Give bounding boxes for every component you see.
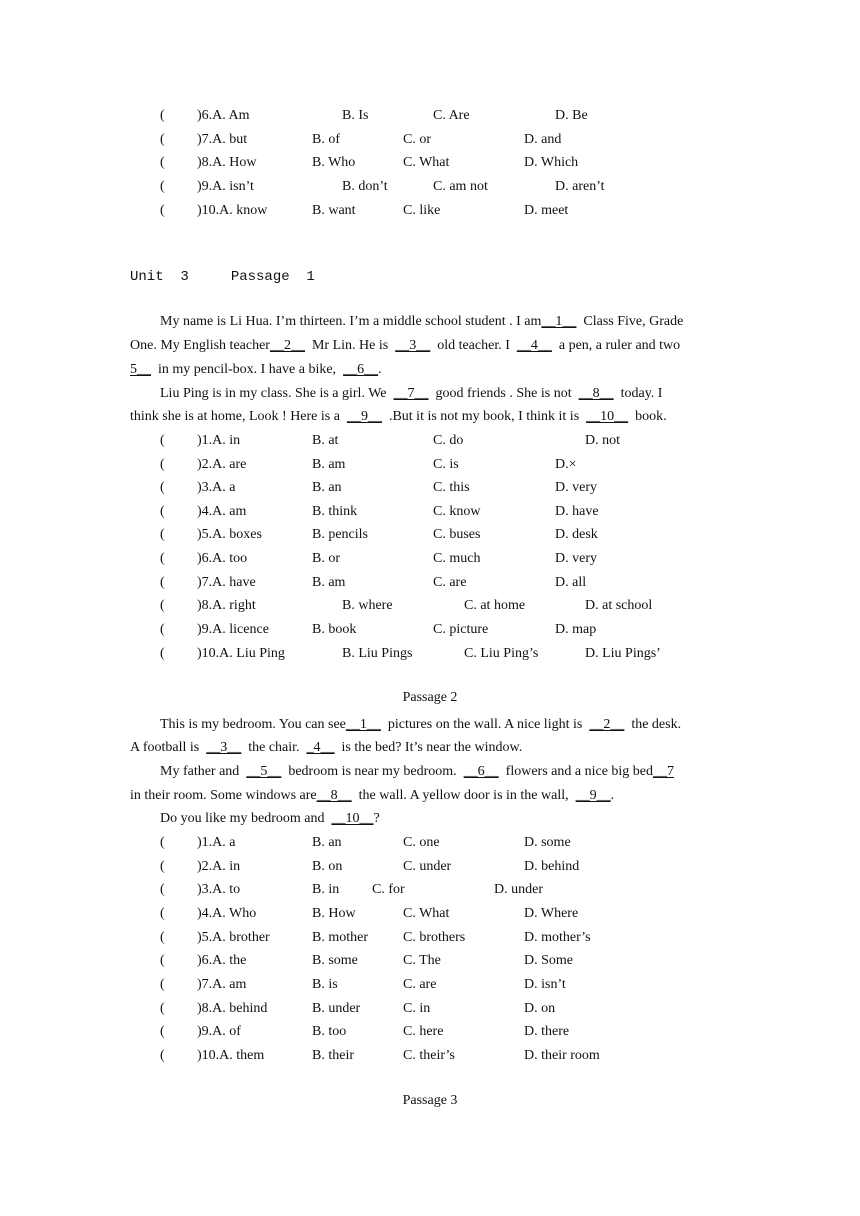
answer-bracket: (: [160, 527, 165, 542]
option-c: C. their’s: [403, 1048, 455, 1063]
blank: __10__: [586, 409, 629, 424]
option-a: )5.A. boxes: [197, 527, 262, 542]
option-a: )2.A. are: [197, 457, 247, 472]
option-b: B. Liu Pings: [342, 646, 413, 661]
option-d: D. isn’t: [524, 977, 566, 992]
question-row: [0, 200, 860, 222]
passage-line: Do you like my bedroom and __10__?: [160, 811, 380, 826]
option-b: B. want: [312, 203, 356, 218]
option-c: C. am not: [433, 179, 488, 194]
option-d: D. all: [555, 575, 587, 590]
answer-bracket: (: [160, 622, 165, 637]
option-d: D. very: [555, 551, 597, 566]
option-b: B. at: [312, 433, 339, 448]
option-c: C. are: [433, 575, 467, 590]
option-a: )7.A. am: [197, 977, 247, 992]
passage-line: One. My English teacher__2__ Mr Lin. He is __3__ old teacher. I __4__ a pen, a ruler and two: [130, 338, 681, 353]
option-b: B. pencils: [312, 527, 368, 542]
blank: __2__: [589, 717, 625, 732]
option-b: B. their: [312, 1048, 354, 1063]
passage-line: 5__ in my pencil-box. I have a bike, __6__.: [130, 362, 382, 377]
option-b: B. an: [312, 835, 342, 850]
answer-bracket: (: [160, 646, 165, 661]
question-row: [0, 974, 860, 996]
blank: __10__: [331, 811, 374, 826]
question-row: [0, 1045, 860, 1067]
option-c: C. is: [433, 457, 459, 472]
option-b: B. in: [312, 882, 340, 897]
option-a: )6.A. the: [197, 953, 247, 968]
blank: _4__: [306, 740, 335, 755]
option-c: C. in: [403, 1001, 431, 1016]
question-row: [0, 454, 860, 476]
blank: __7: [653, 764, 675, 779]
answer-bracket: (: [160, 930, 165, 945]
blank: __2__: [269, 338, 305, 353]
answer-bracket: (: [160, 882, 165, 897]
question-row: [0, 595, 860, 617]
option-d: D. aren’t: [555, 179, 605, 194]
blank: __4__: [516, 338, 552, 353]
option-a: )6.A. too: [197, 551, 248, 566]
question-row: [0, 1021, 860, 1043]
option-c: C. under: [403, 859, 452, 874]
option-d: D. very: [555, 480, 597, 495]
option-b: B. on: [312, 859, 343, 874]
answer-bracket: (: [160, 835, 165, 850]
option-d: D. Be: [555, 108, 588, 123]
option-d: D. under: [494, 882, 543, 897]
blank: __8__: [316, 788, 352, 803]
option-b: B. book: [312, 622, 357, 637]
option-d: D. their room: [524, 1048, 600, 1063]
blank: __3__: [206, 740, 242, 755]
option-d: D. meet: [524, 203, 569, 218]
option-c: C. brothers: [403, 930, 466, 945]
answer-bracket: (: [160, 457, 165, 472]
option-b: B. an: [312, 480, 342, 495]
option-d: D.×: [555, 457, 577, 472]
option-b: B. under: [312, 1001, 361, 1016]
option-d: D. at school: [585, 598, 653, 613]
question-row: [0, 129, 860, 151]
answer-bracket: (: [160, 203, 165, 218]
option-b: B. some: [312, 953, 358, 968]
passage-line: This is my bedroom. You can see__1__ pictures on the wall. A nice light is __2__ the desk.: [160, 717, 682, 732]
option-a: )1.A. in: [197, 433, 241, 448]
option-c: C. The: [403, 953, 441, 968]
option-d: D. Liu Pings’: [585, 646, 661, 661]
question-row: [0, 176, 860, 198]
passage-line: My name is Li Hua. I’m thirteen. I’m a middle school student . I am__1__ Class Five, Grade: [160, 314, 684, 329]
option-c: C. here: [403, 1024, 444, 1039]
option-a: )8.A. How: [197, 155, 257, 170]
option-b: B. Who: [312, 155, 356, 170]
blank: __3__: [395, 338, 431, 353]
blank: __6__: [343, 362, 379, 377]
option-d: D. mother’s: [524, 930, 591, 945]
question-row: [0, 572, 860, 594]
option-a: )4.A. am: [197, 504, 247, 519]
question-row: [0, 832, 860, 854]
option-c: C. this: [433, 480, 470, 495]
question-row: [0, 643, 860, 665]
question-row: [0, 501, 860, 523]
option-c: C. buses: [433, 527, 481, 542]
option-d: D. behind: [524, 859, 580, 874]
option-d: D. there: [524, 1024, 570, 1039]
option-a: )7.A. have: [197, 575, 256, 590]
question-row: [0, 998, 860, 1020]
option-b: B. of: [312, 132, 340, 147]
passage-line: in their room. Some windows are__8__ the wall. A yellow door is in the wall, __9__.: [130, 788, 615, 803]
option-d: D. and: [524, 132, 562, 147]
option-c: C. Are: [433, 108, 470, 123]
question-row: [0, 548, 860, 570]
unit-heading: Unit 3 Passage 1: [130, 269, 315, 285]
blank: 5__: [130, 362, 151, 377]
option-b: B. where: [342, 598, 393, 613]
passage-line: Liu Ping is in my class. She is a girl. We __7__ good friends . She is not __8__ today. I: [160, 386, 663, 401]
option-b: B. mother: [312, 930, 368, 945]
option-a: )7.A. but: [197, 132, 248, 147]
option-d: D. on: [524, 1001, 556, 1016]
option-a: )2.A. in: [197, 859, 241, 874]
question-row: [0, 903, 860, 925]
answer-bracket: (: [160, 598, 165, 613]
option-c: C. Liu Ping’s: [464, 646, 539, 661]
option-b: B. How: [312, 906, 356, 921]
answer-bracket: (: [160, 1048, 165, 1063]
option-c: C. are: [403, 977, 437, 992]
option-d: D. Some: [524, 953, 573, 968]
option-c: C. picture: [433, 622, 489, 637]
option-d: D. some: [524, 835, 571, 850]
answer-bracket: (: [160, 179, 165, 194]
question-row: [0, 152, 860, 174]
option-a: )1.A. a: [197, 835, 236, 850]
answer-bracket: (: [160, 953, 165, 968]
option-a: )5.A. brother: [197, 930, 270, 945]
option-a: )10.A. Liu Ping: [197, 646, 285, 661]
answer-bracket: (: [160, 859, 165, 874]
option-c: C. do: [433, 433, 464, 448]
option-d: D. map: [555, 622, 597, 637]
option-b: B. am: [312, 575, 346, 590]
option-d: D. not: [585, 433, 620, 448]
option-c: C. much: [433, 551, 481, 566]
answer-bracket: (: [160, 551, 165, 566]
blank: __8__: [578, 386, 614, 401]
answer-bracket: (: [160, 504, 165, 519]
option-c: C. for: [372, 882, 405, 897]
blank: __7__: [393, 386, 429, 401]
answer-bracket: (: [160, 132, 165, 147]
option-d: D. Where: [524, 906, 579, 921]
blank: __1__: [541, 314, 577, 329]
question-row: [0, 950, 860, 972]
answer-bracket: (: [160, 1001, 165, 1016]
option-a: )3.A. a: [197, 480, 236, 495]
option-c: C. at home: [464, 598, 526, 613]
option-a: )10.A. them: [197, 1048, 265, 1063]
option-c: C. know: [433, 504, 481, 519]
question-row: [0, 927, 860, 949]
option-d: D. have: [555, 504, 599, 519]
passage-line: My father and __5__ bedroom is near my bedroom. __6__ flowers and a nice big bed__7: [160, 764, 675, 779]
answer-bracket: (: [160, 480, 165, 495]
passage-line: A football is __3__ the chair. _4__ is the bed? It’s near the window.: [130, 740, 523, 755]
blank: __1__: [345, 717, 381, 732]
blank: __5__: [246, 764, 282, 779]
option-a: )9.A. of: [197, 1024, 241, 1039]
option-a: )9.A. isn’t: [197, 179, 254, 194]
option-d: D. desk: [555, 527, 598, 542]
question-row: [0, 477, 860, 499]
question-row: [0, 879, 860, 901]
passage3-title: Passage 3: [402, 1093, 458, 1108]
blank: __6__: [463, 764, 499, 779]
option-d: D. Which: [524, 155, 579, 170]
option-a: )8.A. right: [197, 598, 256, 613]
answer-bracket: (: [160, 906, 165, 921]
option-a: )6.A. Am: [197, 108, 250, 123]
option-a: )10.A. know: [197, 203, 268, 218]
answer-bracket: (: [160, 977, 165, 992]
option-c: C. like: [403, 203, 441, 218]
option-a: )9.A. licence: [197, 622, 269, 637]
answer-bracket: (: [160, 575, 165, 590]
option-b: B. am: [312, 457, 346, 472]
option-b: B. or: [312, 551, 340, 566]
answer-bracket: (: [160, 433, 165, 448]
blank: __9__: [346, 409, 382, 424]
option-b: B. too: [312, 1024, 347, 1039]
question-row: [0, 105, 860, 127]
option-a: )8.A. behind: [197, 1001, 268, 1016]
question-row: [0, 856, 860, 878]
option-c: C. What: [403, 155, 450, 170]
option-c: C. one: [403, 835, 440, 850]
question-row: [0, 524, 860, 546]
blank: __9__: [575, 788, 611, 803]
passage-line: think she is at home, Look ! Here is a __9__ .But it is not my book, I think it is __10__ book.: [130, 409, 667, 424]
answer-bracket: (: [160, 1024, 165, 1039]
option-c: C. What: [403, 906, 450, 921]
option-c: C. or: [403, 132, 431, 147]
option-a: )3.A. to: [197, 882, 241, 897]
answer-bracket: (: [160, 155, 165, 170]
question-row: [0, 430, 860, 452]
answer-bracket: (: [160, 108, 165, 123]
option-b: B. don’t: [342, 179, 388, 194]
option-b: B. Is: [342, 108, 369, 123]
option-a: )4.A. Who: [197, 906, 257, 921]
option-b: B. think: [312, 504, 358, 519]
question-row: [0, 619, 860, 641]
option-b: B. is: [312, 977, 338, 992]
passage2-title: Passage 2: [402, 690, 458, 705]
